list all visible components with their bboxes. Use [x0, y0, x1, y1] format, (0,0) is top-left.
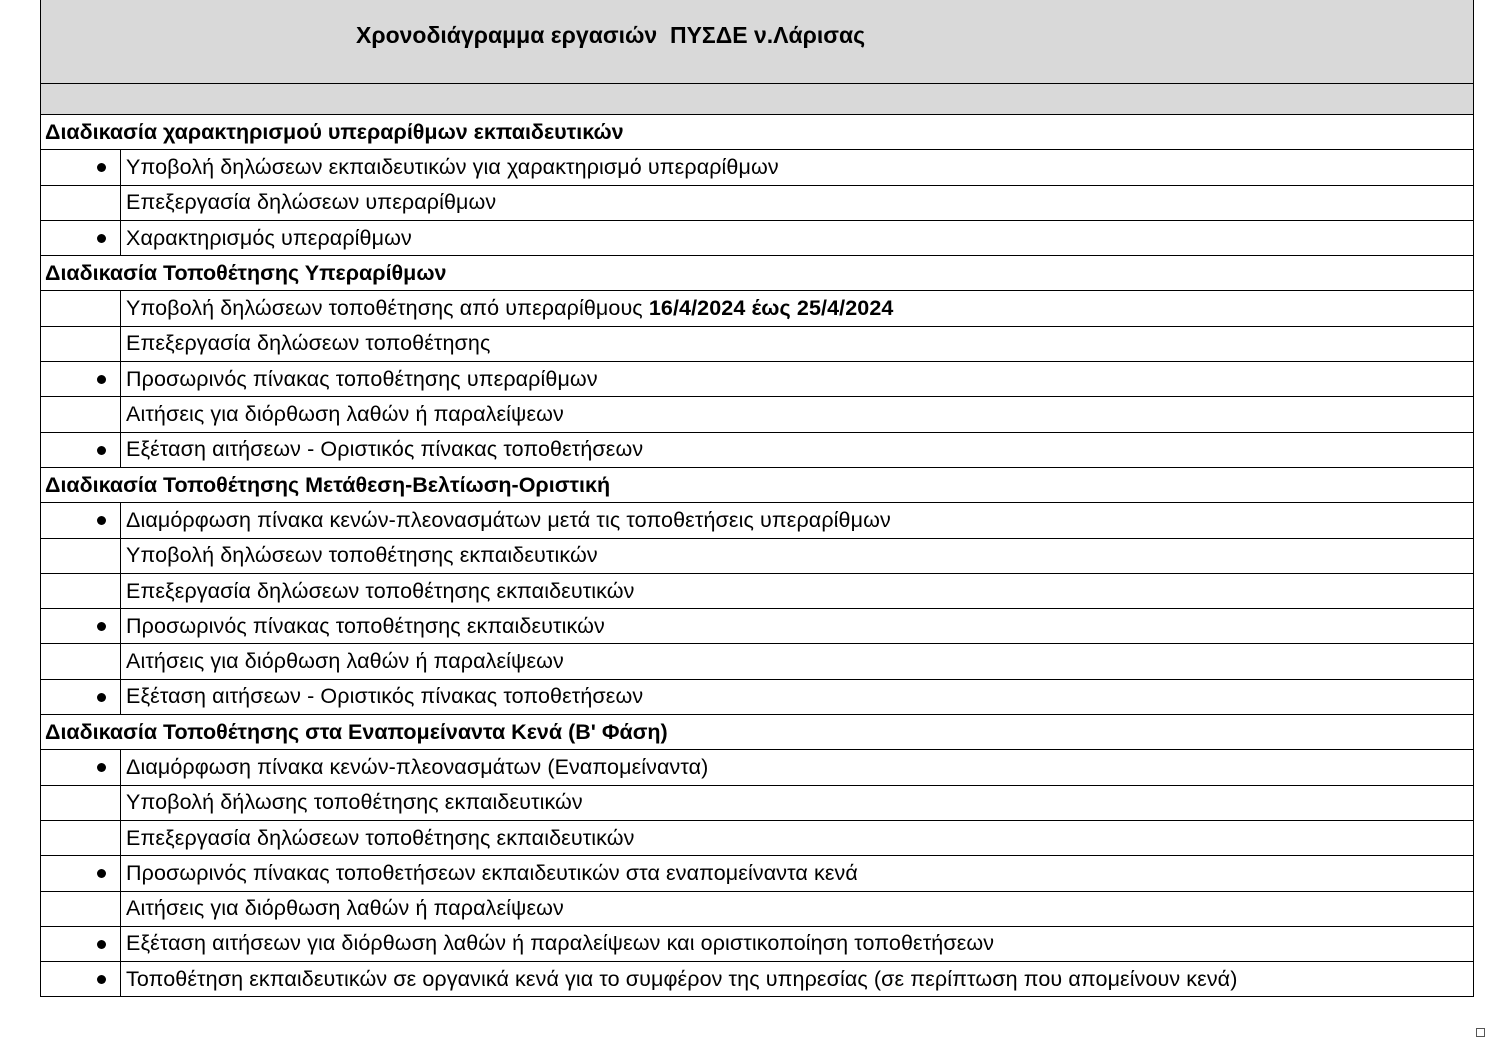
section-header-row [41, 115, 1473, 150]
section-header-row [41, 256, 1473, 291]
task-cell [121, 861, 858, 886]
bullet-icon [97, 975, 106, 984]
table-row [41, 503, 1473, 538]
task-cell [121, 790, 583, 815]
bullet-icon [97, 163, 106, 172]
task-cell [121, 967, 1237, 992]
task-cell [121, 684, 643, 709]
task-cell [121, 614, 605, 639]
page-title: Χρονοδιάγραμμα εργασιών ΠΥΣΔΕ ν.Λάρισας [356, 22, 866, 48]
bullet-cell [41, 786, 121, 820]
bullet-cell [41, 750, 121, 784]
task-cell [121, 931, 994, 956]
resize-handle[interactable] [1476, 1028, 1485, 1037]
bullet-cell [41, 539, 121, 573]
bullet-cell [41, 503, 121, 537]
task-cell [121, 402, 564, 427]
schedule-table [40, 0, 1474, 997]
task-label: Προσωρινός πίνακας τοποθέτησης εκπαιδευτικών [126, 613, 605, 638]
table-row [41, 750, 1473, 785]
task-label: Αιτήσεις για διόρθωση λαθών ή παραλείψεων [126, 649, 564, 674]
section-header-row [41, 715, 1473, 750]
table-row [41, 609, 1473, 644]
table-row [41, 892, 1473, 927]
table-row [41, 644, 1473, 679]
table-row [41, 186, 1473, 221]
table-row [41, 856, 1473, 891]
bullet-cell [41, 680, 121, 714]
bullet-icon [97, 446, 106, 455]
task-cell [121, 190, 496, 215]
bullet-cell [41, 221, 121, 255]
task-cell [121, 579, 635, 604]
task-label: Υποβολή δηλώσεων τοποθέτησης από υπεραρίθμους [126, 296, 649, 321]
bullet-cell [41, 186, 121, 220]
section-title: Διαδικασία Τοποθέτησης Μετάθεση-Βελτίωση-Οριστική [45, 472, 611, 497]
task-label: Διαμόρφωση πίνακα κενών-πλεονασμάτων (Εναπομείναντα) [126, 754, 709, 779]
task-cell [121, 896, 564, 921]
table-row [41, 927, 1473, 962]
section-header-row [41, 468, 1473, 503]
table-body [41, 115, 1473, 997]
task-label: Επεξεργασία δηλώσεων υπεραρίθμων [126, 190, 497, 215]
bullet-cell [41, 821, 121, 855]
task-label: Εξέταση αιτήσεων - Οριστικός πίνακας τοποθετήσεων [126, 437, 644, 462]
table-row [41, 327, 1473, 362]
task-label: Διαμόρφωση πίνακα κενών-πλεονασμάτων μετά τις τοποθετήσεις υπεραρίθμων [126, 507, 891, 532]
task-label: Εξέταση αιτήσεων - Οριστικός πίνακας τοποθετήσεων [126, 684, 644, 709]
task-label: Υποβολή δήλωσης τοποθέτησης εκπαιδευτικών [126, 790, 583, 815]
task-label: Χαρακτηρισμός υπεραρίθμων [126, 225, 412, 250]
table-row [41, 150, 1473, 185]
task-label: Επεξεργασία δηλώσεων τοποθέτησης [126, 331, 491, 356]
bullet-icon [97, 234, 106, 243]
bullet-icon [97, 622, 106, 631]
table-row [41, 221, 1473, 256]
bullet-cell [41, 892, 121, 926]
bullet-cell [41, 574, 121, 608]
bullet-cell [41, 362, 121, 396]
section-title: Διαδικασία Τοποθέτησης Υπεραρίθμων [45, 260, 447, 285]
task-label: Υποβολή δηλώσεων εκπαιδευτικών για χαρακτηρισμό υπεραρίθμων [126, 154, 779, 179]
task-cell [121, 755, 708, 780]
date-range: 16/4/2024 έως 25/4/2024 [648, 296, 894, 321]
table-row [41, 362, 1473, 397]
task-cell [121, 826, 635, 851]
task-label: Προσωρινός πίνακας τοποθέτησης υπεραρίθμων [126, 366, 598, 391]
task-label: Αιτήσεις για διόρθωση λαθών ή παραλείψεων [126, 896, 564, 921]
task-label: Υποβολή δηλώσεων τοποθέτησης εκπαιδευτικών [126, 543, 598, 568]
bullet-cell [41, 397, 121, 431]
table-row [41, 680, 1473, 715]
bullet-cell [41, 327, 121, 361]
table-row [41, 574, 1473, 609]
bullet-icon [97, 375, 106, 384]
bullet-icon [97, 693, 106, 702]
table-row [41, 821, 1473, 856]
table-row [41, 433, 1473, 468]
task-label: Τοποθέτηση εκπαιδευτικών σε οργανικά κενά για το συμφέρον της υπηρεσίας (σε περίπτωση που απομείνουν κενά) [126, 966, 1238, 991]
task-label: Εξέταση αιτήσεων για διόρθωση λαθών ή παραλείψεων και οριστικοποίηση τοποθετήσεων [126, 931, 995, 956]
task-label: Προσωρινός πίνακας τοποθετήσεων εκπαιδευτικών στα εναπομείναντα κενά [126, 860, 858, 885]
bullet-cell [41, 433, 121, 467]
section-title: Διαδικασία Τοποθέτησης στα Εναπομείναντα Κενά (Β' Φάση) [45, 719, 668, 744]
task-label: Επεξεργασία δηλώσεων τοποθέτησης εκπαιδευτικών [126, 578, 635, 603]
task-cell [121, 437, 643, 462]
bullet-icon [97, 940, 106, 949]
task-cell [121, 649, 564, 674]
table-row [41, 397, 1473, 432]
table-row [41, 539, 1473, 574]
bullet-cell [41, 644, 121, 678]
table-row [41, 291, 1473, 326]
bullet-icon [97, 869, 106, 878]
table-row [41, 962, 1473, 997]
title-row [41, 0, 1473, 84]
task-cell [121, 331, 490, 356]
task-cell [121, 543, 598, 568]
bullet-cell [41, 927, 121, 961]
task-cell [121, 155, 779, 180]
bullet-cell [41, 291, 121, 325]
task-cell [121, 367, 598, 392]
task-cell [121, 508, 891, 533]
task-label: Επεξεργασία δηλώσεων τοποθέτησης εκπαιδευτικών [126, 825, 635, 850]
bullet-cell [41, 609, 121, 643]
bullet-cell [41, 962, 121, 996]
bullet-cell [41, 856, 121, 890]
task-cell [121, 296, 893, 321]
task-cell [121, 226, 412, 251]
bullet-icon [97, 516, 106, 525]
blank-header-row [41, 84, 1473, 115]
bullet-cell [41, 150, 121, 184]
section-title: Διαδικασία χαρακτηρισμού υπεραρίθμων εκπαιδευτικών [45, 119, 624, 144]
bullet-icon [97, 763, 106, 772]
table-row [41, 786, 1473, 821]
task-label: Αιτήσεις για διόρθωση λαθών ή παραλείψεων [126, 402, 564, 427]
